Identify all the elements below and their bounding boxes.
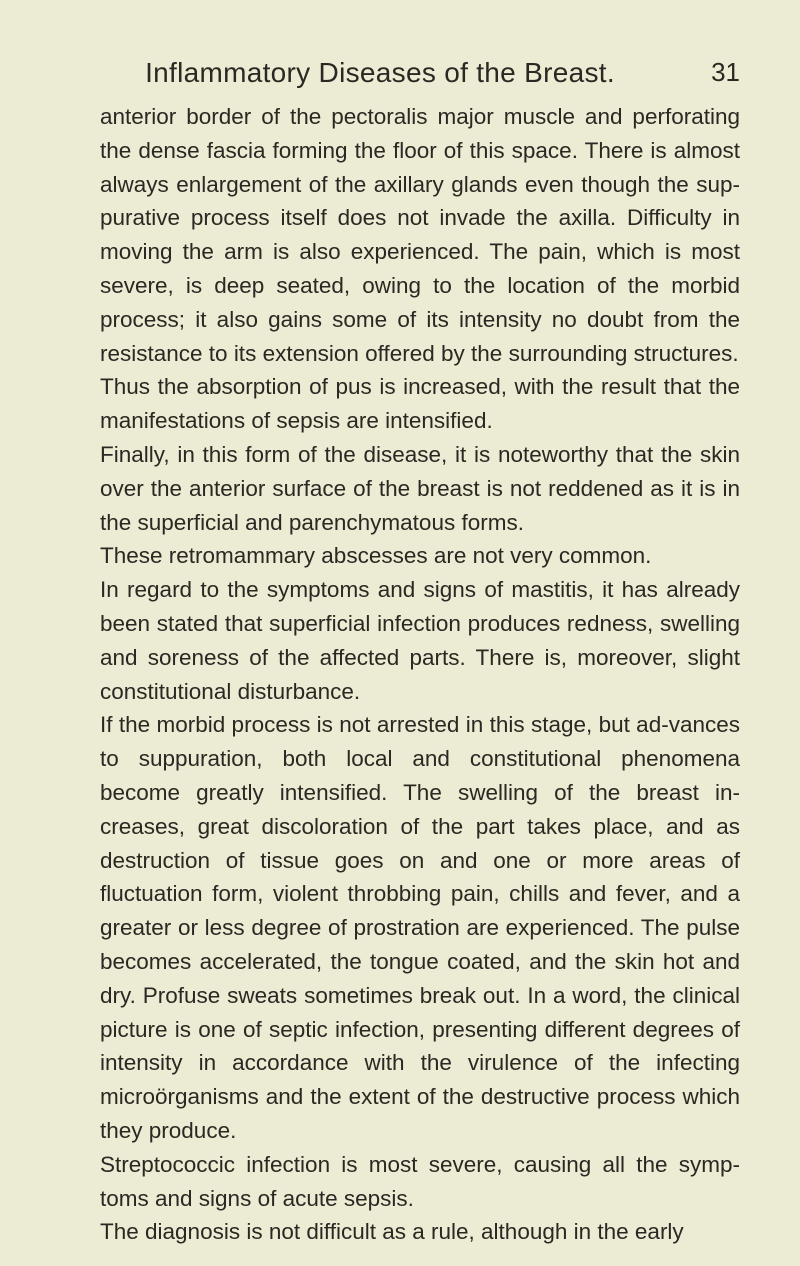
paragraph: In regard to the symptoms and signs of mastitis, it has already been stated that superficial infection produces redness, swelling and soreness of the affected parts. There is, moreover, slight constitutional disturbance. [100,577,740,704]
paragraph: Thus the absorption of pus is increased, with the result that the manifestations of sepsis are intensified. [100,374,740,434]
paragraph: If the morbid process is not arrested in this stage, but ad-vances to suppuration, both local and constitutional phenomena become greatly intensified. The swelling of the breast in-creases, great discoloration of the part takes place, and as destruction of tissue goes on and one or more areas of fluctuation form, violent throbbing pain, chills and fever, and a greater or less degree of prostration are experienced. The pulse becomes accelerated, the tongue coated, and the skin hot and dry. Profuse sweats sometimes break out. In a word, the clinical picture is one of septic infection, presenting different degrees of intensity in accordance with the virulence of the infecting microörganisms and the extent of the destructive process which they produce. [100,712,740,1143]
page-number: 31 [711,57,740,87]
paragraph: Streptococcic infection is most severe, causing all the symp-toms and signs of acute sepsis. [100,1151,740,1211]
paragraph: These retromammary abscesses are not very common. [100,543,652,569]
paragraph: Finally, in this form of the disease, it is noteworthy that the skin over the anterior surface of the breast is not reddened as it is in the superficial and parenchymatous forms. [100,441,740,535]
running-head [100,55,780,95]
running-title: Inflammatory Diseases of the Breast. [145,57,615,88]
paragraph: The diagnosis is not difficult as a rule, although in the early [100,1219,684,1245]
paragraph-continuation: anterior border of the pectoralis major muscle and perforating the dense fascia forming the floor of this space. There is almost always enlargement of the axillary glands even though the sup-purative process itself does not invade the axilla. Difficulty in moving the arm is also experienced. The pain, which is most severe, is deep seated, owing to the location of the morbid process; it also gains some of its intensity no doubt from the resistance to its extension offered by the surrounding structures. [100,104,740,366]
body-text [100,100,740,1249]
